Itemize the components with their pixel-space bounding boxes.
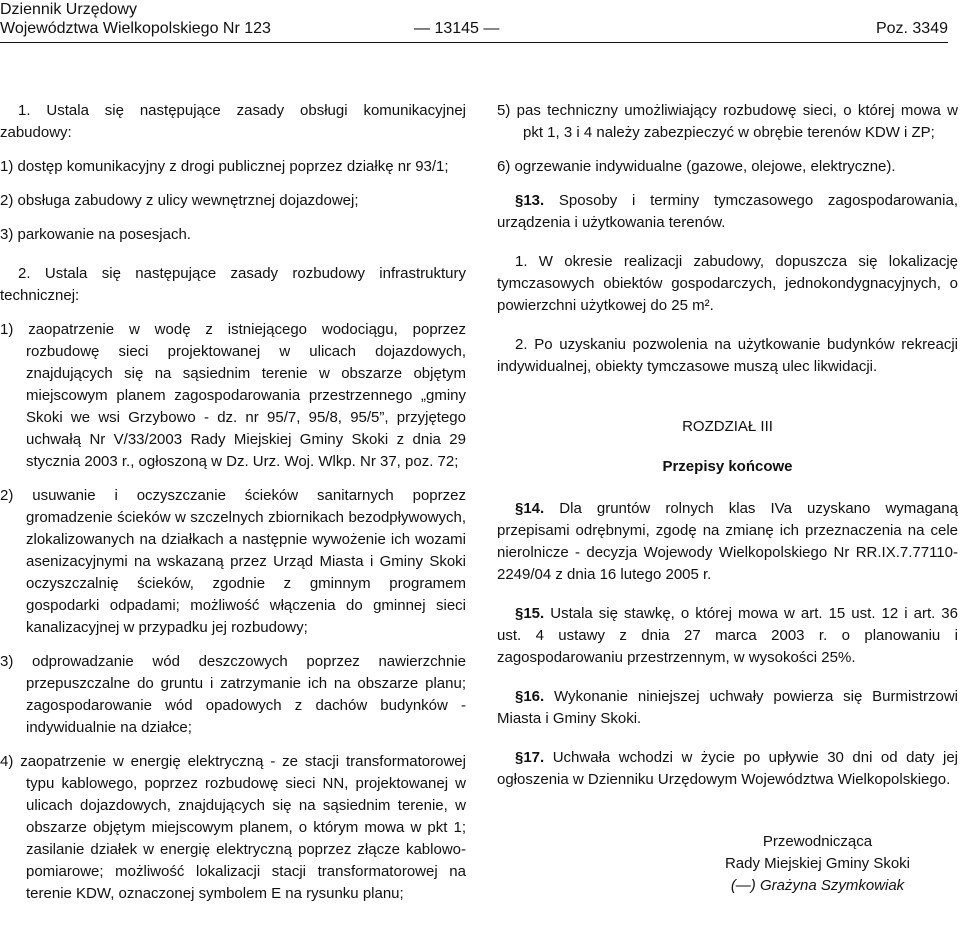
signature-name: (—) Grażyna Szymkowiak bbox=[730, 877, 905, 894]
section-17 bbox=[497, 747, 958, 791]
section-13 bbox=[497, 190, 958, 234]
section-17-label: §17. bbox=[515, 749, 545, 766]
signature-body: Rady Miejskiej Gminy Skoki bbox=[724, 855, 911, 872]
section-13-text: Sposoby i terminy tymczasowego zagospodarowania, urządzenia i użytkowania terenów. bbox=[497, 192, 958, 231]
section-16-label: §16. bbox=[515, 688, 545, 705]
paragraph-2-item-1: 1) zaopatrzenie w wodę z istniejącego wodociągu, poprzez rozbudowę sieci projektowanej w ulicach dojazdowych, znajdujących się na sąsiednim terenie w obszarze objętym miejscowym planem zagospodarowania przestrzennego „gminy Skoki we wsi Grzybowo - dz. nr 95/7, 95/8, 95/5”, przyjętego uchwałą Nr V/33/2003 Rady Miejskiej Gminy Skoki z dnia 29 stycznia 2003 r., ogłoszoną w Dz. Urz. Woj. Wlkp. Nr 37, poz. 72; bbox=[0, 321, 466, 470]
paragraph-2-item-2: 2) usuwanie i oczyszczanie ścieków sanitarnych poprzez gromadzenie ścieków w szczelnych zbiornikach bezodpływowych, zlokalizowanych na działkach a następnie wywożenie ich wozami asenizacyjnymi na wskazaną przez Urząd Miasta i Gminy Skoki oczyszczalnię ścieków, zgodnie z gminnym programem gospodarki odpadami; możliwość włączenia do gminnej sieci kanalizacyjnej w przypadku jej rozbudowy; bbox=[0, 487, 466, 636]
page-header bbox=[0, 0, 960, 44]
header-divider bbox=[0, 42, 948, 43]
section-15-text: Ustala się stawkę, o której mowa w art. 15 ust. 12 i art. 36 ust. 4 ustawy z dnia 27 marca 2003 r. o planowaniu i zagospodarowaniu przestrzennym, w wysokości 25%. bbox=[497, 605, 958, 666]
journal-title bbox=[0, 0, 271, 38]
section-13-paragraph-2: 2. Po uzyskaniu pozwolenia na użytkowanie budynków rekreacji indywidualnej, obiekty tymczasowe muszą ulec likwidacji. bbox=[497, 336, 958, 375]
paragraph-2-item-4: 4) zaopatrzenie w energię elektryczną - ze stacji transformatorowej typu kablowego, poprzez rozbudowę sieci NN, projektowanej w ulicach dojazdowych, znajdujących się na sąsiednim terenie, w obszarze objętym miejscowym planem, o którym mowa w pkt 1; zasilanie działek w energię elektryczną poprzez złącze kablowo-pomiarowe; możliwość lokalizacji stacji transformatorowej na terenie KDW, oznaczonej symbolem E na rysunku planu; bbox=[0, 753, 466, 902]
section-15-label: §15. bbox=[515, 605, 545, 622]
section-15 bbox=[497, 603, 958, 669]
section-16-text: Wykonanie niniejszej uchwały powierza się Burmistrzowi Miasta i Gminy Skoki. bbox=[497, 688, 958, 727]
chapter-heading: ROZDZIAŁ III bbox=[682, 418, 773, 435]
page-number: — 13145 — bbox=[414, 20, 500, 37]
paragraph-1-item-1: 1) dostęp komunikacyjny z drogi publicznej poprzez działkę nr 93/1; bbox=[0, 158, 449, 175]
paragraph-2-intro: 2. Ustala się następujące zasady rozbudowy infrastruktury technicznej: bbox=[0, 265, 466, 304]
journal-title-line1: Dziennik Urzędowy bbox=[0, 1, 137, 18]
chapter-title: Przepisy końcowe bbox=[662, 458, 793, 475]
section-14 bbox=[497, 498, 958, 586]
signature-title: Przewodnicząca bbox=[762, 833, 873, 850]
section-13-paragraph-1: 1. W okresie realizacji zabudowy, dopuszcza się lokalizację tymczasowych obiektów gospodarczych, jednokondygnacyjnych, o powierzchni użytkowej do 25 m². bbox=[497, 253, 958, 314]
signature-block bbox=[677, 831, 958, 897]
section-14-label: §14. bbox=[515, 500, 545, 517]
section-17-text: Uchwała wchodzi w życie po upływie 30 dni od daty jej ogłoszenia w Dzienniku Urzędowym Województwa Wielkopolskiego. bbox=[497, 749, 958, 788]
section-16 bbox=[497, 686, 958, 730]
right-column bbox=[497, 100, 958, 897]
paragraph-1-intro: 1. Ustala się następujące zasady obsługi komunikacyjnej zabudowy: bbox=[0, 102, 466, 141]
section-13-label: §13. bbox=[515, 192, 545, 209]
paragraph-2-item-5: 5) pas techniczny umożliwiający rozbudowę sieci, o której mowa w pkt 1, 3 i 4 należy zabezpieczyć w obrębie terenów KDW i ZP; bbox=[497, 102, 958, 141]
journal-title-line2: Województwa Wielkopolskiego Nr 123 bbox=[0, 20, 271, 37]
paragraph-1-item-3: 3) parkowanie na posesjach. bbox=[0, 226, 191, 243]
paragraph-2-item-3: 3) odprowadzanie wód deszczowych poprzez nawierzchnie przepuszczalne do gruntu i zatrzymanie ich na obszarze planu; zagospodarowanie wód opadowych z dachów budynków - indywidualnie na działce; bbox=[0, 653, 466, 736]
position-number: Poz. 3349 bbox=[875, 20, 948, 37]
paragraph-1-item-2: 2) obsługa zabudowy z ulicy wewnętrznej dojazdowej; bbox=[0, 192, 359, 209]
left-column bbox=[0, 100, 466, 905]
section-14-text: Dla gruntów rolnych klas IVa uzyskano wymaganą przepisami odrębnymi, zgodę na zmianę ich przeznaczenia na cele nierolnicze - decyzja Wojewody Wielkopolskiego Nr RR.IX.7.77110-2249/04 z dnia 16 lutego 2005 r. bbox=[497, 500, 958, 583]
paragraph-2-item-6: 6) ogrzewanie indywidualne (gazowe, olejowe, elektryczne). bbox=[497, 158, 896, 175]
